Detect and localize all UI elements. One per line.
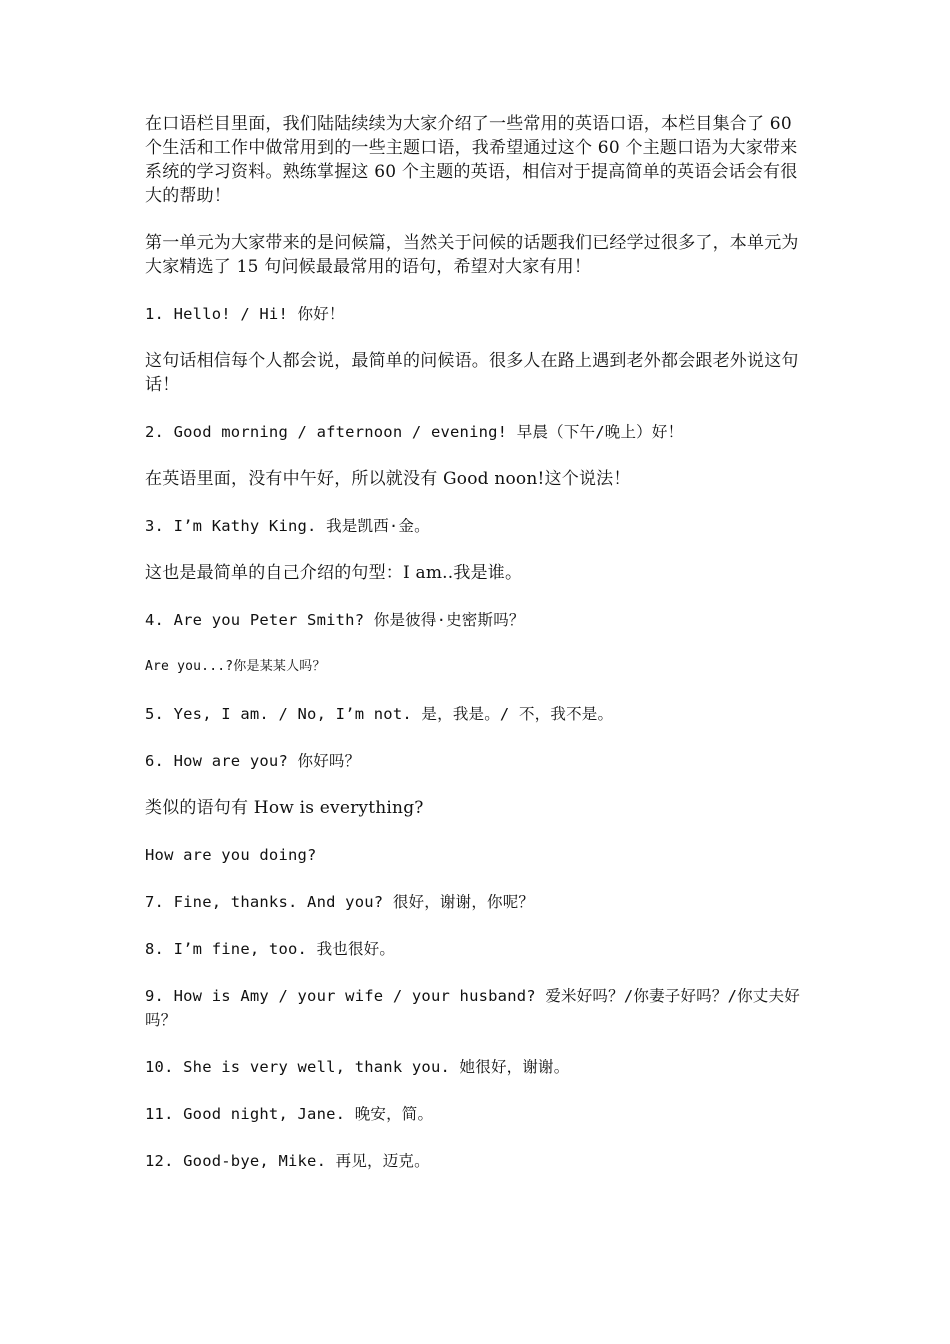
document-page: [145, 112, 810, 1196]
phrase-5: 5. Yes, I am. / No, I’m not. 是，我是。/ 不，我不是。: [145, 705, 614, 723]
phrase-4-note: Are you...?你是某某人吗？: [145, 659, 326, 674]
phrase-3: 3. I’m Kathy King. 我是凯西·金。: [145, 517, 430, 535]
phrase-10: 10. She is very well, thank you. 她很好，谢谢。: [145, 1058, 570, 1076]
phrase-11: 11. Good night, Jane. 晚安，简。: [145, 1105, 434, 1123]
phrase-9: 9. How is Amy / your wife / your husband? 爱米好吗？/你妻子好吗？/你丈夫好吗？: [145, 987, 800, 1029]
phrase-8: 8. I’m fine, too. 我也很好。: [145, 940, 396, 958]
phrase-1-note: 这句话相信每个人都会说，最简单的问候语。很多人在路上遇到老外都会跟老外说这句话！: [145, 351, 799, 395]
phrase-2-note: 在英语里面，没有中午好，所以就没有 Good noon!这个说法！: [145, 469, 631, 489]
intro-paragraph: 在口语栏目里面，我们陆陆续续为大家介绍了一些常用的英语口语，本栏目集合了 60 个生活和工作中做常用到的一些主题口语，我希望通过这个 60 个主题口语为大家带来系统的学习资料。熟练掌握这 60 个主题的英语，相信对于提高简单的英语会话会有很大的帮助！: [145, 114, 798, 206]
phrase-7: 7. Fine, thanks. And you? 很好，谢谢，你呢？: [145, 893, 535, 911]
phrase-2: 2. Good morning / afternoon / evening! 早晨（下午/晚上）好！: [145, 423, 684, 441]
phrase-4: 4. Are you Peter Smith? 你是彼得·史密斯吗？: [145, 611, 525, 629]
phrase-6: 6. How are you? 你好吗？: [145, 752, 361, 770]
phrase-12: 12. Good-bye, Mike. 再见，迈克。: [145, 1152, 430, 1170]
phrase-6-note-2: How are you doing?: [145, 846, 317, 864]
phrase-1: 1. Hello! / Hi! 你好！: [145, 305, 345, 323]
unit-intro-paragraph: 第一单元为大家带来的是问候篇，当然关于问候的话题我们已经学过很多了，本单元为大家精选了 15 句问候最最常用的语句，希望对大家有用！: [145, 233, 799, 277]
phrase-6-note: 类似的语句有 How is everything?: [145, 798, 424, 818]
phrase-3-note: 这也是最简单的自己介绍的句型：I am..我是谁。: [145, 563, 523, 583]
